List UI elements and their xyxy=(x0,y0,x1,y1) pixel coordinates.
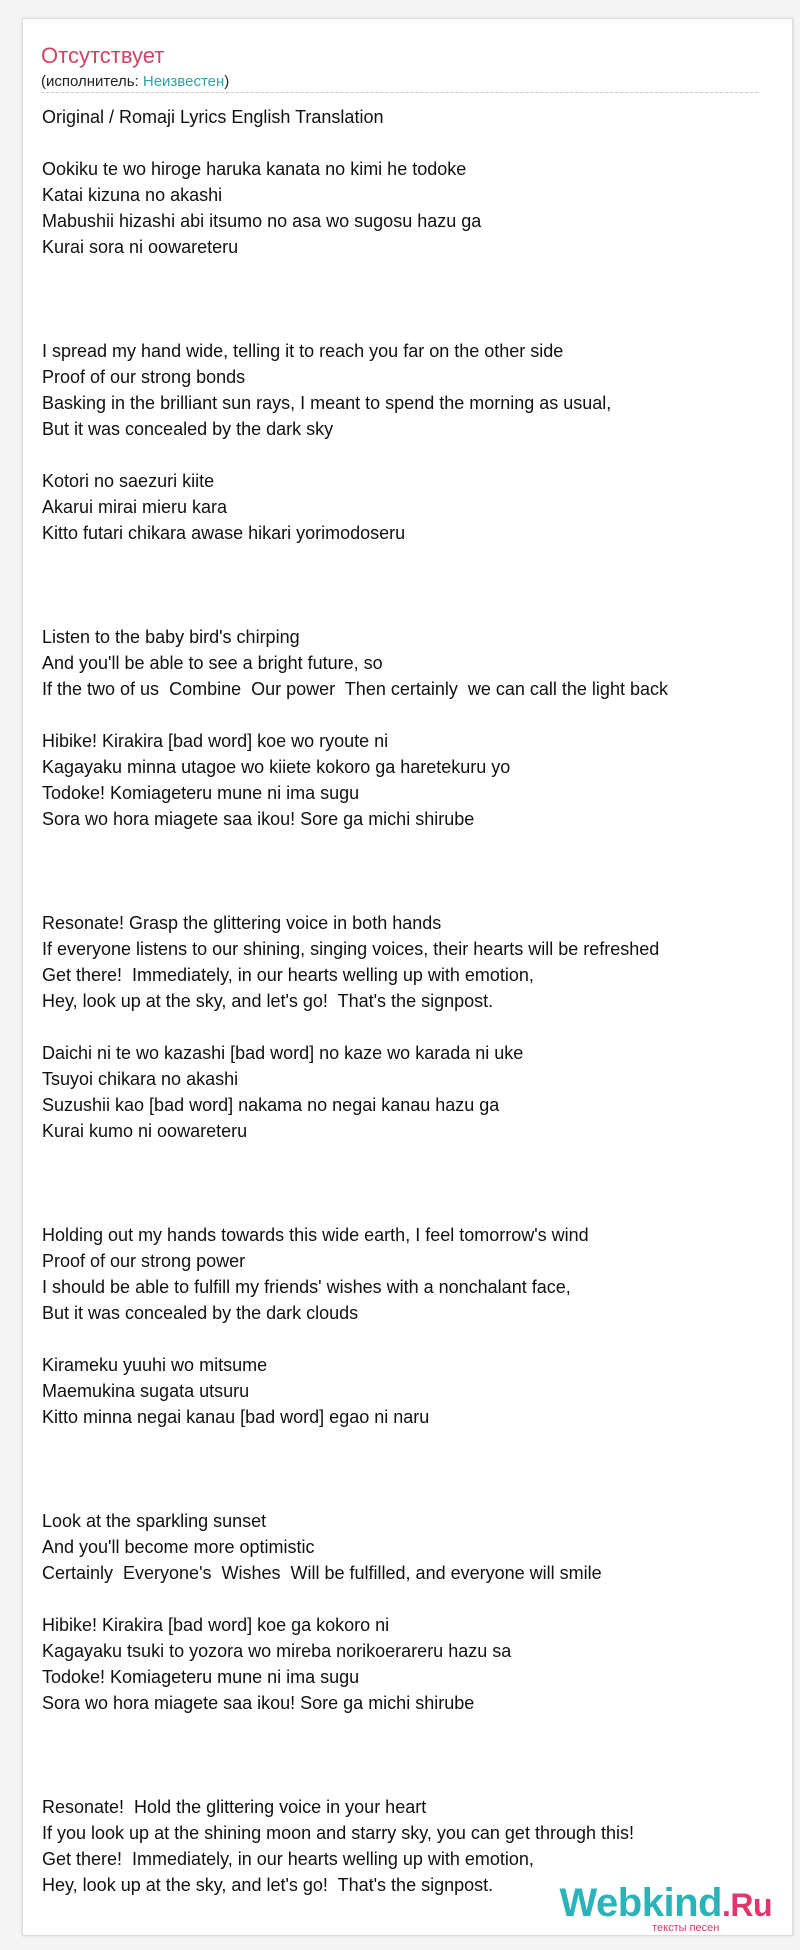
lyric-line: Todoke! Komiageteru mune ni ima sugu xyxy=(42,783,360,803)
song-title: Отсутствует xyxy=(41,43,165,68)
lyric-line: And you'll become more optimistic xyxy=(42,1537,315,1557)
lyric-line: And you'll be able to see a bright future, so xyxy=(42,653,383,673)
logo-tagline: тексты песен xyxy=(652,1922,720,1934)
lyric-line: Get there! Immediately, in our hearts welling up with emotion, xyxy=(42,965,534,985)
artist-line xyxy=(41,72,229,92)
lyric-line: Hey, look up at the sky, and let's go! That's the signpost. xyxy=(42,991,494,1011)
lyric-line: If you look up at the shining moon and starry sky, you can get through this! xyxy=(42,1823,635,1843)
lyric-line: Kitto futari chikara awase hikari yorimodoseru xyxy=(42,523,406,543)
lyric-line: Kagayaku tsuki to yozora wo mireba norikoerareru hazu sa xyxy=(42,1641,512,1661)
lyrics-body xyxy=(42,104,782,1898)
lyric-line: Hibike! Kirakira [bad word] koe wo ryoute ni xyxy=(42,731,389,751)
lyric-line: Maemukina sugata utsuru xyxy=(42,1381,250,1401)
lyric-line: Resonate! Grasp the glittering voice in both hands xyxy=(42,913,442,933)
lyrics-header: Original / Romaji Lyrics English Translation xyxy=(42,107,384,127)
lyric-line: Akarui mirai mieru kara xyxy=(42,497,228,517)
lyric-line: If everyone listens to our shining, singing voices, their hearts will be refreshed xyxy=(42,939,660,959)
logo-wordmark xyxy=(560,1882,772,1926)
lyric-line: Kitto minna negai kanau [bad word] egao ni naru xyxy=(42,1407,430,1427)
lyric-line: I spread my hand wide, telling it to reach you far on the other side xyxy=(42,341,564,361)
lyric-line: I should be able to fulfill my friends' wishes with a nonchalant face, xyxy=(42,1277,571,1297)
lyric-line: Ookiku te wo hiroge haruka kanata no kimi he todoke xyxy=(42,159,467,179)
artist-suffix: ) xyxy=(224,73,230,90)
lyric-line: Sora wo hora miagete saa ikou! Sore ga michi shirube xyxy=(42,809,475,829)
lyric-line: Suzushii kao [bad word] nakama no negai kanau hazu ga xyxy=(42,1095,500,1115)
lyric-line: Katai kizuna no akashi xyxy=(42,185,223,205)
lyric-line: Mabushii hizashi abi itsumo no asa wo sugosu hazu ga xyxy=(42,211,482,231)
logo-main-text: Webkind xyxy=(559,1881,722,1925)
lyric-line: Certainly Everyone's Wishes Will be fulfilled, and everyone will smile xyxy=(42,1563,602,1583)
lyric-line: Look at the sparkling sunset xyxy=(42,1511,267,1531)
lyric-line: But it was concealed by the dark clouds xyxy=(42,1303,359,1323)
lyric-line: Kagayaku minna utagoe wo kiiete kokoro ga haretekuru yo xyxy=(42,757,511,777)
lyric-line: Get there! Immediately, in our hearts welling up with emotion, xyxy=(42,1849,534,1869)
lyric-line: Kurai sora ni oowareteru xyxy=(42,237,239,257)
lyric-line: Kurai kumo ni oowareteru xyxy=(42,1121,248,1141)
artist-link[interactable]: Неизвестен xyxy=(142,73,225,90)
lyric-line: But it was concealed by the dark sky xyxy=(42,419,334,439)
lyric-line: Hibike! Kirakira [bad word] koe ga kokoro ni xyxy=(42,1615,390,1635)
lyric-line: Sora wo hora miagete saa ikou! Sore ga michi shirube xyxy=(42,1693,475,1713)
lyric-line: Resonate! Hold the glittering voice in your heart xyxy=(42,1797,427,1817)
logo-tld: .Ru xyxy=(721,1887,772,1923)
lyric-line: If the two of us Combine Our power Then certainly we can call the light back xyxy=(42,679,668,699)
webkind-logo[interactable] xyxy=(560,1882,772,1934)
lyric-line: Daichi ni te wo kazashi [bad word] no kaze wo karada ni uke xyxy=(42,1043,524,1063)
lyric-line: Proof of our strong bonds xyxy=(42,367,246,387)
lyric-line: Kirameku yuuhi wo mitsume xyxy=(42,1355,268,1375)
lyric-line: Listen to the baby bird's chirping xyxy=(42,627,300,647)
lyric-line: Basking in the brilliant sun rays, I meant to spend the morning as usual, xyxy=(42,393,612,413)
lyric-line: Proof of our strong power xyxy=(42,1251,246,1271)
lyric-line: Tsuyoi chikara no akashi xyxy=(42,1069,239,1089)
lyric-line: Hey, look up at the sky, and let's go! That's the signpost. xyxy=(42,1875,494,1895)
lyric-line: Holding out my hands towards this wide earth, I feel tomorrow's wind xyxy=(42,1225,589,1245)
lyric-line: Todoke! Komiageteru mune ni ima sugu xyxy=(42,1667,360,1687)
divider xyxy=(41,92,758,93)
lyric-line: Kotori no saezuri kiite xyxy=(42,471,215,491)
artist-prefix: (исполнитель: xyxy=(41,73,143,90)
